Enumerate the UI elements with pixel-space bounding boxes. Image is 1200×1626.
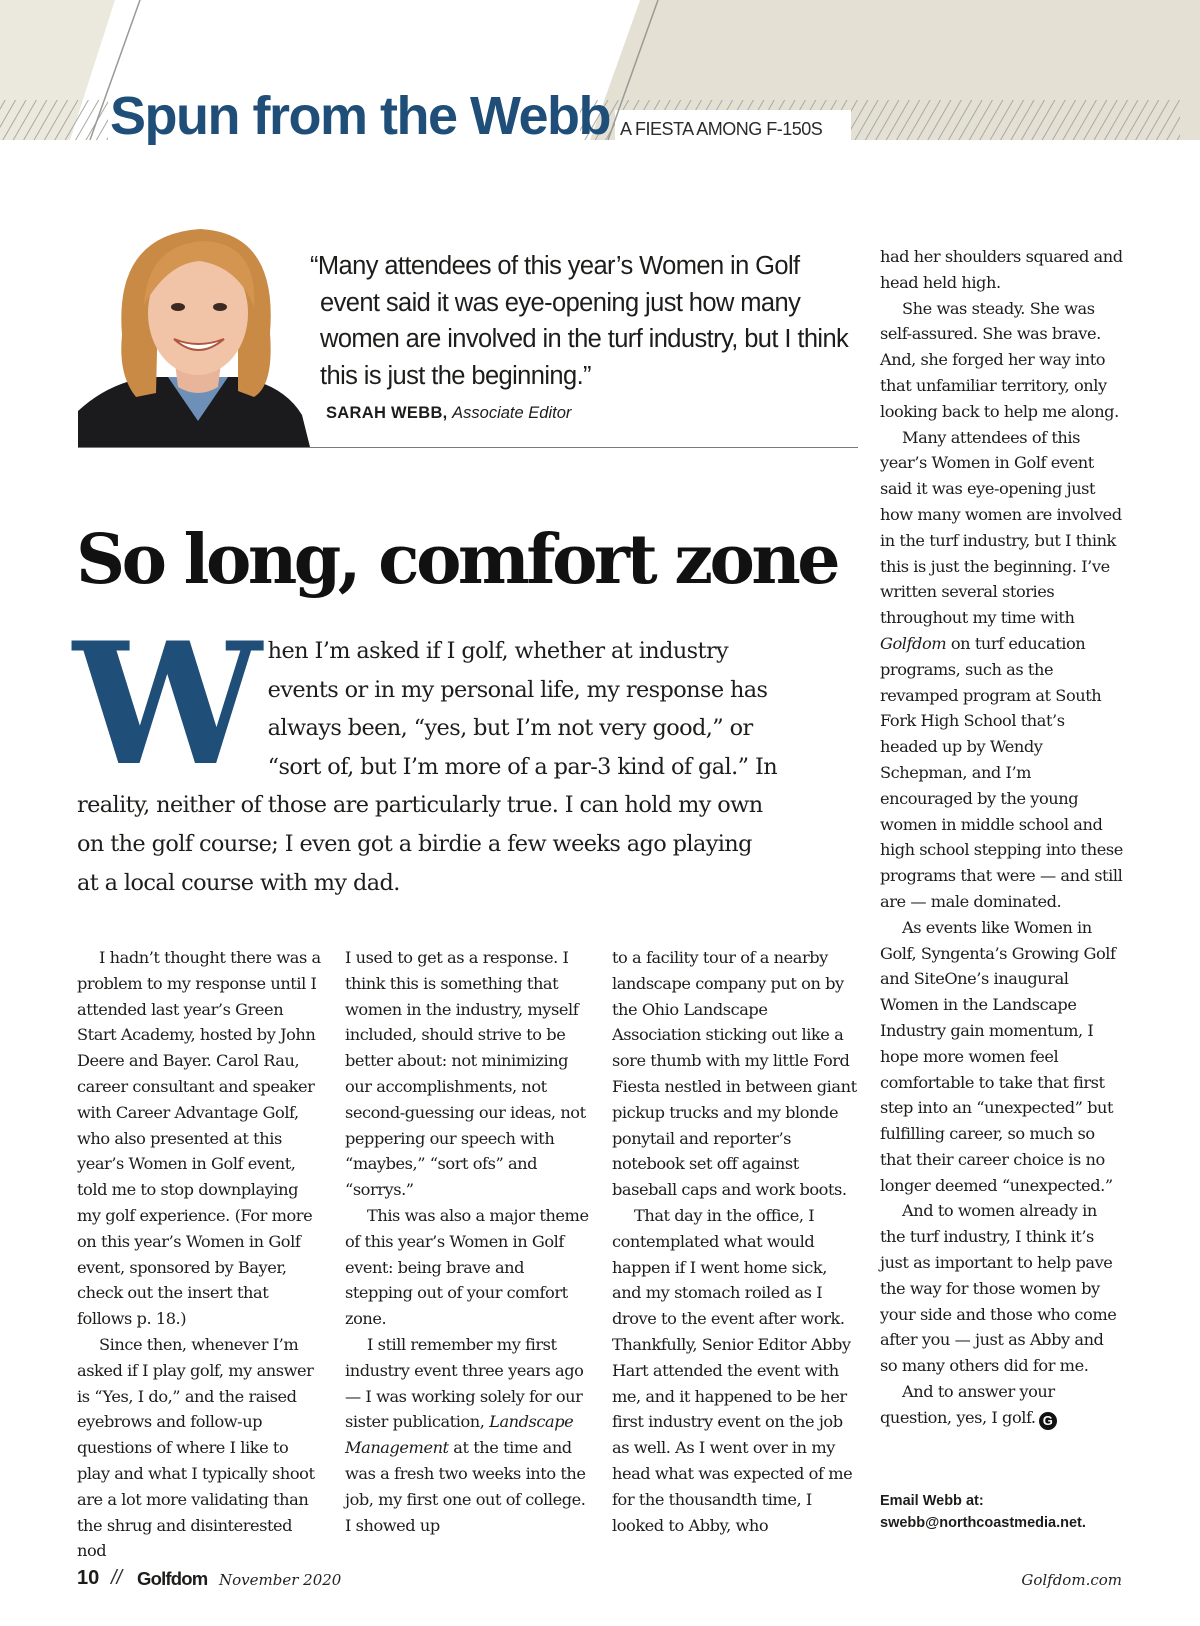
drop-cap: W <box>73 605 256 803</box>
lede-text: hen I’m asked if I golf, whether at industry events or in my personal life, my response has always been, “yes, but I’m not very good,” or “sort of, but I’m more of a par-3 kind of gal.” In reality, neither of those are particularly true. I can hold my own on the golf course; I even got a birdie a few weeks ago playing at a local course with my dad. <box>77 638 778 896</box>
contact-email[interactable]: swebb@northcoastmedia.net. <box>880 1515 1086 1531</box>
paragraph: This was also a major theme of this year’s Women in Golf event: being brave and stepping out of your comfort zone. <box>345 1205 589 1329</box>
article-headline: So long, comfort zone <box>76 520 838 600</box>
body-column-3 <box>612 945 857 1538</box>
pull-quote <box>310 248 850 394</box>
quote-attribution <box>326 404 571 423</box>
author-photo <box>78 215 310 447</box>
section-title: Spun from the Webb <box>110 86 610 146</box>
quote-author: SARAH WEBB, <box>326 404 448 422</box>
paragraph-text: And to answer your question, yes, I golf. <box>880 1382 1055 1427</box>
paragraph <box>345 1332 590 1538</box>
paragraph: I hadn’t thought there was a problem to my response until I attended last year’s Green Start Academy, hosted by John Deere and Bayer. Carol Rau, career consultant and speaker with Career Advantage Golf, who also presented at this year’s Women in Golf event, told me to stop downplaying my golf experience. (For more on this year’s Women in Golf event, sponsored by Bayer, check out the insert that follows p. 18.) <box>77 948 321 1329</box>
footer-separator: // <box>111 1567 123 1589</box>
article-lede <box>73 605 778 902</box>
publication-name: Landscape Management <box>345 1412 574 1458</box>
publication-name: Golfdom <box>880 633 947 653</box>
paragraph: to a facility tour of a nearby landscape company put on by the Ohio Landscape Association sticking out like a sore thumb with my little Ford Fiesta nestled in between giant pickup trucks and my blonde ponytail and reporter’s notebook set off against baseball caps and work boots. <box>612 948 857 1200</box>
paragraph-text: Many attendees of this year’s Women in Golf event said it was eye-opening just how many women are involved in the turf industry, but I think this is just the beginning. I’ve written several stories throughout my time with <box>880 427 1122 628</box>
page-footer <box>77 1567 1122 1597</box>
paragraph: I used to get as a response. I think this is something that women in the industry, myself included, should strive to be better about: not minimizing our accomplishments, not second-guessing our ideas, not peppering our speech with “maybes,” “sort ofs” and “sorrys.” <box>345 948 586 1200</box>
paragraph: That day in the office, I contemplated what would happen if I went home sick, and my stomach roiled as I drove to the event after work. Thankfully, Senior Editor Abby Hart attended the event with me, and it happened to be her first industry event on the job as well. As I went over in my head what was expected of me for the thousandth time, I looked to Abby, who <box>612 1205 853 1535</box>
magazine-name: Golfdom <box>137 1568 208 1589</box>
website-url[interactable]: Golfdom.com <box>1021 1571 1122 1589</box>
paragraph: As events like Women in Golf, Syngenta’s Growing Golf and SiteOne’s inaugural Women in the Landscape Industry gain momentum, I hope more women feel comfortable to take that first step into an “unexpected” but fulfilling career, so much so that their career choice is no longer deemed “unexpected.” <box>880 917 1116 1195</box>
pull-quote-text: “Many attendees of this year’s Women in Golf event said it was eye-opening just how many women are involved in the turf industry, but I think this is just the beginning.” <box>310 252 849 390</box>
paragraph: Since then, whenever I’m asked if I play golf, my answer is “Yes, I do,” and the raised eyebrows and follow-up questions of where I like to play and what I typically shoot are a lot more validating than the shrug and disinterested nod <box>77 1334 315 1561</box>
issue-date: November 2020 <box>219 1571 342 1589</box>
paragraph-text: I still remember my first industry event three years ago — I was working solely for our sister publication, <box>345 1334 584 1432</box>
paragraph: She was steady. She was self-assured. She was brave. And, she forged her way into that unfamiliar territory, only looking back to help me along. <box>880 298 1119 421</box>
contact-label: Email Webb at: <box>880 1493 984 1509</box>
paragraph-text: on turf education programs, such as the revamped program at South Fork High School that’s headed up by Wendy Schepman, and I’m encouraged by the young women in middle school and high school stepping into these programs that were — and still are — male dominated. <box>880 633 1123 911</box>
page-number: 10 <box>77 1567 100 1589</box>
quote-author-role: Associate Editor <box>452 404 572 422</box>
paragraph: And to women already in the turf industry, I think it’s just as important to help pave the way for those women by your side and those who come after you — just as Abby and so many others did for me. <box>880 1201 1117 1376</box>
end-mark-icon: G <box>1039 1412 1057 1430</box>
paragraph <box>880 425 1125 915</box>
paragraph-text: at the time and was a fresh two weeks into the job, my first one out of college. I showed up <box>345 1438 586 1535</box>
paragraph <box>880 1379 1125 1431</box>
section-subtitle: A FIESTA AMONG F-150S <box>620 119 823 139</box>
body-column-1 <box>77 945 322 1564</box>
paragraph: had her shoulders squared and head held high. <box>880 247 1123 292</box>
body-column-4 <box>880 244 1125 1431</box>
body-column-2 <box>345 945 590 1538</box>
author-contact <box>880 1490 1086 1534</box>
quote-divider <box>78 447 858 448</box>
